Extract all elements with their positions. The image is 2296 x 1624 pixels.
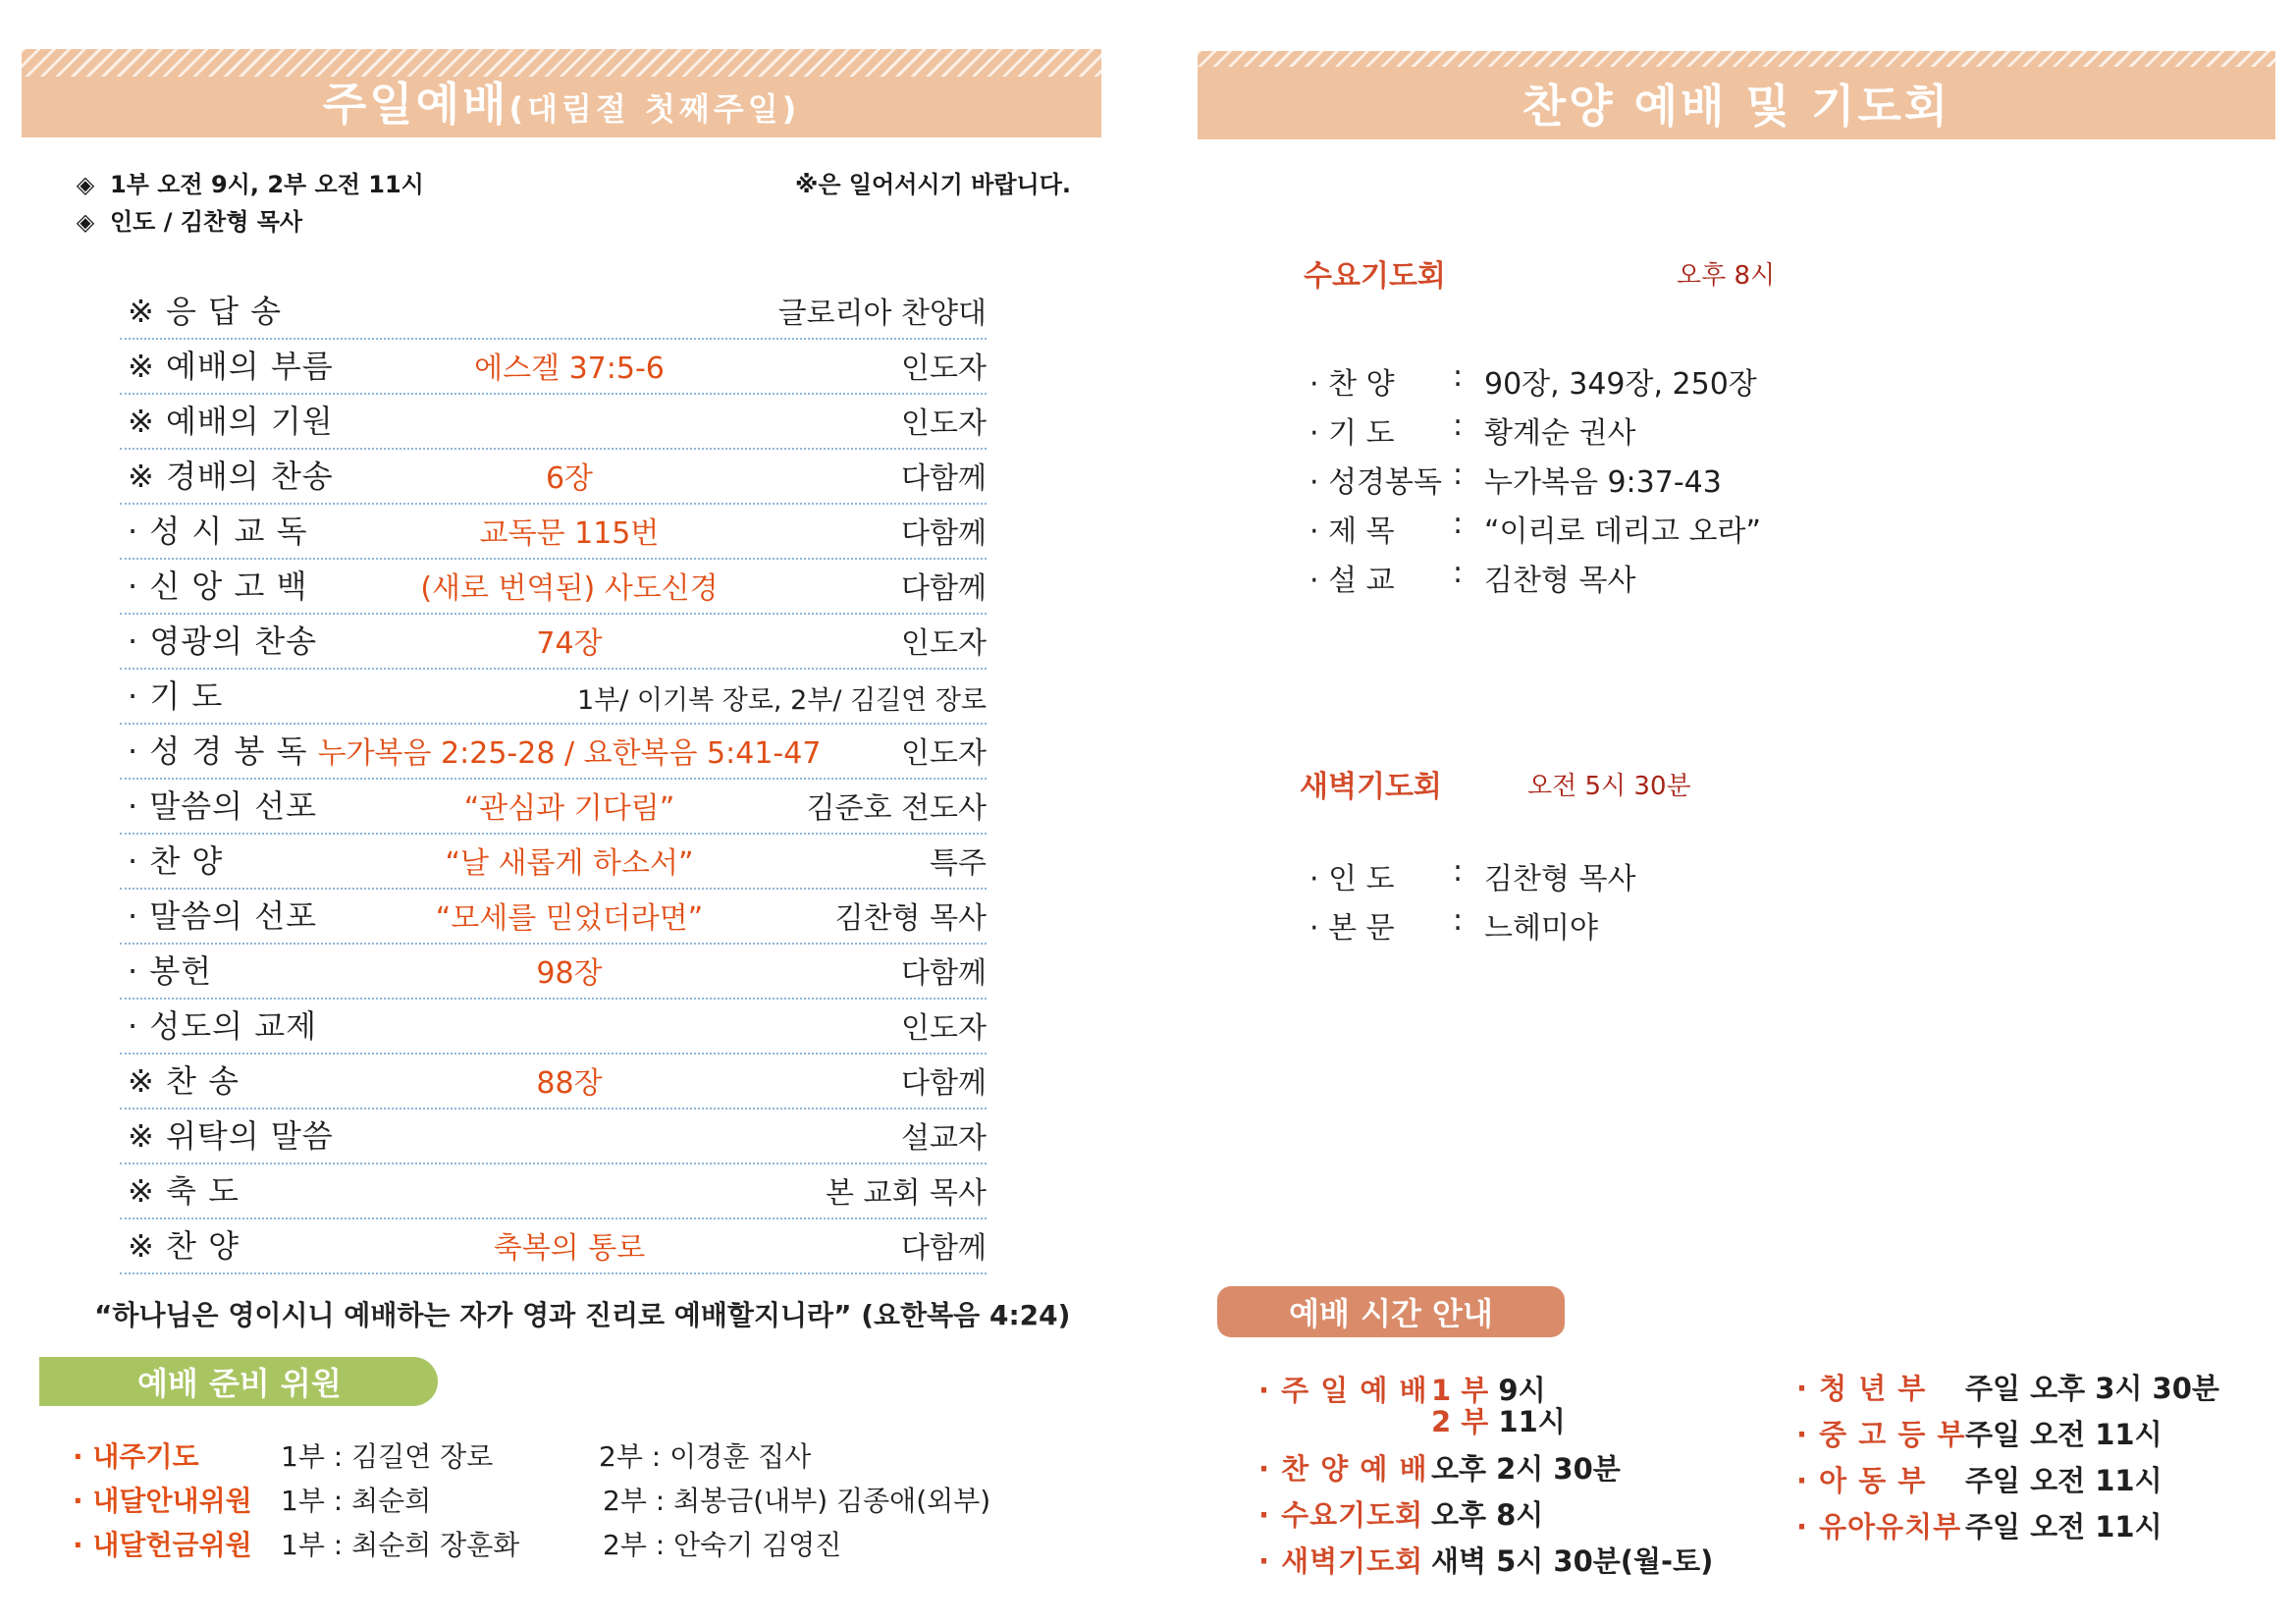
banner-title-right: 찬양 예배 및 기도회 xyxy=(1522,80,1951,133)
service-times-text: 1부 오전 9시, 2부 오전 11시 xyxy=(110,171,424,198)
prep-role: · 내주기도 xyxy=(73,1440,199,1473)
order-row xyxy=(120,283,987,340)
order-row xyxy=(120,503,987,560)
dawn-prayer-title: 새벽기도회 xyxy=(1300,770,1442,804)
order-item-name: · 성도의 교제 xyxy=(128,1007,318,1045)
order-item-content: 74장 xyxy=(536,626,603,661)
order-row xyxy=(120,723,987,780)
order-item-leader: 본 교회 목사 xyxy=(826,1176,987,1211)
order-row xyxy=(120,613,987,670)
program-label: · 성경봉독 xyxy=(1309,465,1442,500)
order-item-name: ※ 경배의 찬송 xyxy=(128,458,334,495)
program-colon: : xyxy=(1453,408,1464,443)
program-label: · 본 문 xyxy=(1309,911,1395,946)
order-item-name: ※ 찬 양 xyxy=(128,1227,240,1265)
program-colon: : xyxy=(1453,359,1464,394)
order-item-content: 누가복음 2:25-28 / 요한복음 5:41-47 xyxy=(317,736,822,771)
sunday-service-banner xyxy=(22,49,1101,137)
schedule-label: · 주 일 예 배 xyxy=(1258,1374,1428,1407)
schedule-label: · 중 고 등 부 xyxy=(1796,1418,1966,1451)
order-row xyxy=(120,1218,987,1274)
schedule-part-time: 11시 xyxy=(1498,1405,1566,1438)
prep-part2: 2부 : 안숙기 김영진 xyxy=(603,1529,842,1561)
service-times xyxy=(75,165,424,199)
schedule-value: 주일 오전 11시 xyxy=(1965,1464,2163,1497)
order-item-content: 88장 xyxy=(536,1066,603,1101)
schedule-label: · 찬 양 예 배 xyxy=(1258,1452,1428,1486)
prep-part1: 1부 : 최순희 장훈화 xyxy=(281,1529,520,1561)
order-item-leader: 다함께 xyxy=(901,571,987,606)
schedule-value: 주일 오전 11시 xyxy=(1965,1418,2163,1451)
program-value: “이리로 데리고 오라” xyxy=(1484,514,1761,549)
order-item-content: (새로 번역된) 사도신경 xyxy=(420,571,719,606)
order-item-content: 98장 xyxy=(536,956,603,991)
bible-verse: “하나님은 영이시니 예배하는 자가 영과 진리로 예배할지니라” (요한복음 4:24) xyxy=(94,1299,1071,1331)
program-value: 김찬형 목사 xyxy=(1484,862,1636,896)
order-row xyxy=(120,448,987,505)
order-row xyxy=(120,1108,987,1164)
stand-note: ※은 일어서시기 바랍니다. xyxy=(795,171,1071,198)
prep-role: · 내달헌금위원 xyxy=(73,1529,252,1561)
order-row xyxy=(120,998,987,1055)
program-value: 누가복음 9:37-43 xyxy=(1484,465,1722,500)
order-item-content: 6장 xyxy=(545,461,594,496)
program-label: · 제 목 xyxy=(1309,514,1395,549)
order-item-name: ※ 찬 송 xyxy=(128,1062,240,1100)
program-value: 김찬형 목사 xyxy=(1484,564,1636,598)
order-row xyxy=(120,558,987,615)
order-row xyxy=(120,833,987,890)
prep-role: · 내달안내위원 xyxy=(73,1485,252,1517)
dawn-prayer-time: 오전 5시 30분 xyxy=(1527,772,1691,801)
schedule-value-line2 xyxy=(1431,1400,1566,1440)
order-item-leader: 다함께 xyxy=(901,1231,987,1266)
order-item-leader: 김준호 전도사 xyxy=(806,791,987,826)
order-item-leader: 다함께 xyxy=(901,461,987,496)
prep-committee-title-text: 예배 준비 위원 xyxy=(137,1365,342,1402)
order-item-name: ※ 예배의 부름 xyxy=(128,348,334,385)
banner-subtitle: (대림절 첫째주일) xyxy=(508,90,801,128)
schedule-value: 주일 오전 11시 xyxy=(1965,1510,2163,1543)
order-row xyxy=(120,338,987,395)
order-row xyxy=(120,393,987,450)
order-item-leader: 1부/ 이기복 장로, 2부/ 김길연 장로 xyxy=(576,685,987,716)
schedule-label: · 새벽기도회 xyxy=(1258,1544,1424,1578)
order-item-content: 에스겔 37:5-6 xyxy=(474,352,665,386)
schedule-part-label: 2 부 xyxy=(1431,1405,1489,1438)
order-item-leader: 인도자 xyxy=(901,406,987,441)
order-item-name: ※ 예배의 기원 xyxy=(128,403,334,440)
order-item-content: “날 새롭게 하소서” xyxy=(445,846,694,881)
order-row xyxy=(120,1163,987,1219)
program-colon: : xyxy=(1453,854,1464,889)
prep-committee-title xyxy=(39,1357,438,1406)
order-item-name: ※ 축 도 xyxy=(128,1172,240,1210)
schedule-value: 오후 2시 30분 xyxy=(1431,1452,1621,1486)
prep-part1: 1부 : 최순희 xyxy=(281,1485,432,1517)
order-item-name: · 기 도 xyxy=(128,677,224,715)
order-item-name: · 봉헌 xyxy=(128,952,213,990)
order-item-leader: 글로리아 찬양대 xyxy=(777,297,987,331)
program-label: · 찬 양 xyxy=(1309,367,1395,402)
order-item-content: 교독문 115번 xyxy=(479,516,660,551)
prep-part2: 2부 : 이경훈 집사 xyxy=(599,1440,812,1473)
order-item-leader: 인도자 xyxy=(901,1011,987,1046)
schedule-part-label: 1 부 xyxy=(1431,1374,1489,1407)
prep-part2: 2부 : 최봉금(내부) 김종애(외부) xyxy=(603,1485,991,1517)
schedule-value: 주일 오후 3시 30분 xyxy=(1965,1372,2219,1405)
order-item-name: · 말씀의 선포 xyxy=(128,787,318,825)
diamond-icon: ◈ xyxy=(76,208,95,236)
order-item-leader: 인도자 xyxy=(901,626,987,661)
order-item-leader: 특주 xyxy=(930,846,987,881)
order-item-name: · 찬 양 xyxy=(128,842,224,880)
order-row xyxy=(120,668,987,725)
order-row xyxy=(120,1053,987,1110)
schedule-value: 새벽 5시 30분(월-토) xyxy=(1431,1544,1714,1578)
order-item-name: ※ 위탁의 말씀 xyxy=(128,1117,334,1155)
order-item-leader: 설교자 xyxy=(901,1121,987,1156)
program-value: 90장, 349장, 250장 xyxy=(1484,367,1757,402)
order-item-name: · 신 앙 고 백 xyxy=(128,568,308,605)
diamond-icon: ◈ xyxy=(76,171,95,198)
order-item-name: · 성 경 봉 독 xyxy=(128,732,308,770)
schedule-label: · 수요기도회 xyxy=(1258,1498,1424,1532)
order-row xyxy=(120,888,987,945)
schedule-title xyxy=(1217,1286,1565,1337)
order-item-leader: 다함께 xyxy=(901,516,987,551)
schedule-label: · 청 년 부 xyxy=(1796,1372,1927,1405)
wednesday-prayer-time: 오후 8시 xyxy=(1677,261,1776,291)
order-item-name: ※ 응 답 송 xyxy=(128,293,283,330)
service-leader-text: 인도 / 김찬형 목사 xyxy=(110,208,303,236)
schedule-label: · 유아유치부 xyxy=(1796,1510,1962,1543)
order-item-name: · 말씀의 선포 xyxy=(128,897,318,935)
schedule-label: · 아 동 부 xyxy=(1796,1464,1927,1497)
order-item-name: · 영광의 찬송 xyxy=(128,623,318,660)
order-item-content: “모세를 믿었더라면” xyxy=(435,901,704,936)
order-item-leader: 인도자 xyxy=(901,352,987,386)
program-colon: : xyxy=(1453,458,1464,492)
order-item-leader: 다함께 xyxy=(901,956,987,991)
schedule-value: 오후 8시 xyxy=(1431,1498,1544,1532)
program-value: 느헤미야 xyxy=(1484,911,1598,946)
program-label: · 설 교 xyxy=(1309,564,1395,598)
order-item-leader: 다함께 xyxy=(901,1066,987,1101)
order-item-leader: 인도자 xyxy=(901,736,987,771)
schedule-part-time: 9시 xyxy=(1498,1374,1546,1407)
wednesday-prayer-title: 수요기도회 xyxy=(1304,259,1446,294)
order-row xyxy=(120,778,987,835)
prep-part1: 1부 : 김길연 장로 xyxy=(281,1440,494,1473)
program-label: · 기 도 xyxy=(1309,416,1395,451)
banner-title: 주일예배 xyxy=(322,78,509,131)
program-colon: : xyxy=(1453,556,1464,590)
banner-hatch xyxy=(1198,51,2275,67)
order-row xyxy=(120,943,987,1000)
order-item-leader: 김찬형 목사 xyxy=(834,901,987,936)
order-item-content: “관심과 기다림” xyxy=(463,791,675,826)
order-item-name: · 성 시 교 독 xyxy=(128,513,308,550)
program-value: 황계순 권사 xyxy=(1484,416,1636,451)
order-item-content: 축복의 통로 xyxy=(493,1231,646,1266)
program-colon: : xyxy=(1453,903,1464,938)
program-label: · 인 도 xyxy=(1309,862,1395,896)
program-colon: : xyxy=(1453,507,1464,541)
service-leader xyxy=(75,202,302,237)
praise-prayer-banner xyxy=(1198,51,2275,139)
schedule-title-text: 예배 시간 안내 xyxy=(1289,1295,1493,1332)
